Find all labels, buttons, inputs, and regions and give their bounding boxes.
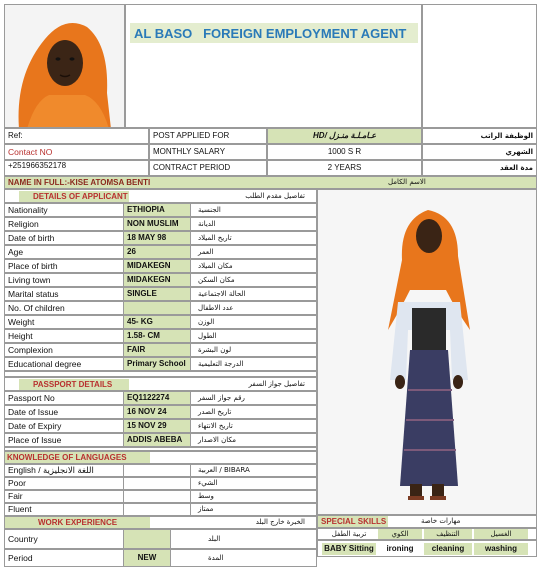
post-applied-label: POST APPLIED FOR [149, 128, 267, 144]
applicant-title-arabic: تفاصيل مقدم الطلب [245, 192, 305, 200]
applicant-value: NON MUSLIM [123, 218, 191, 230]
monthly-salary-arabic: الشهري [422, 144, 537, 160]
applicant-arabic: العمر [198, 247, 214, 256]
work-header [4, 516, 317, 529]
applicant-row [4, 217, 317, 231]
full-name-arabic: الاسم الكامل [388, 178, 426, 186]
contract-period-label: CONTRACT PERIOD [149, 160, 267, 176]
applicant-label: Religion [8, 218, 39, 229]
applicant-arabic: تاريخ الميلاد [198, 233, 232, 242]
language-value [123, 491, 191, 502]
contract-period-arabic: مدة العقد [422, 160, 537, 176]
passport-label: Passport No [8, 392, 55, 403]
skills-block [317, 515, 537, 557]
applicant-arabic: الوزن [198, 317, 215, 326]
language-arabic: الشيء [198, 479, 218, 487]
applicant-row [4, 231, 317, 245]
applicant-label: Nationality [8, 204, 48, 215]
applicant-value: 1.58- CM [123, 330, 191, 342]
applicant-arabic: الدرجة التعليمية [198, 359, 244, 368]
language-label: Fair [8, 491, 23, 502]
skill-item: washing [474, 543, 528, 555]
applicant-arabic: عدد الاطفال [198, 303, 234, 312]
language-row [4, 477, 317, 490]
applicant-label: Living town [8, 274, 51, 285]
passport-arabic: تاريخ الصدر [198, 407, 232, 416]
applicant-label: Place of birth [8, 260, 58, 271]
applicant-row [4, 287, 317, 301]
languages-title: KNOWLEDGE OF LANGUAGES [5, 452, 150, 463]
full-body-image [318, 190, 537, 515]
monthly-salary-value: 1000 S R [267, 144, 422, 160]
passport-table [4, 391, 317, 447]
applicant-arabic: الحالة الاجتماعية [198, 289, 246, 298]
applicant-label: Complexion [8, 344, 53, 355]
skills-arabic-row [317, 528, 537, 540]
passport-row [4, 405, 317, 419]
language-label: Fluent [8, 504, 32, 515]
full-body-photo [317, 189, 537, 515]
portrait-photo [4, 4, 125, 128]
agency-name: AL BASO FOREIGN EMPLOYMENT AGENT [134, 25, 407, 41]
applicant-row [4, 203, 317, 217]
contract-period-value: 2 YEARS [267, 160, 422, 176]
skill-item: BABY Sitting [322, 543, 376, 555]
applicant-value: 45- KG [123, 316, 191, 328]
passport-label: Date of Issue [8, 406, 59, 417]
period-label: Period [8, 552, 33, 563]
applicant-title: DETAILS OF APPLICANT [19, 191, 129, 202]
work-title-arabic: الخبرة خارج البلد [255, 518, 305, 526]
header [4, 4, 537, 128]
skill-arabic-header: الكوي [378, 529, 422, 539]
passport-value: 15 NOV 29 [123, 420, 191, 432]
agency-title-bar [130, 23, 418, 43]
passport-row [4, 391, 317, 405]
skill-arabic-header: التنظيف [424, 529, 472, 539]
post-applied-arabic: الوظيفة الراتب [422, 128, 537, 144]
applicant-arabic: الديانة [198, 219, 216, 228]
country-row [4, 529, 317, 549]
passport-row [4, 433, 317, 447]
applicant-row [4, 245, 317, 259]
applicant-arabic: مكان الميلاد [198, 261, 233, 270]
applicant-value: 18 MAY 98 [123, 232, 191, 244]
header-blank [422, 4, 537, 128]
applicant-arabic: مكان السكن [198, 275, 235, 284]
country-label: Country [8, 533, 38, 544]
applicant-value [123, 302, 191, 314]
title-panel [125, 4, 422, 128]
post-block [4, 128, 537, 176]
passport-value: 16 NOV 24 [123, 406, 191, 418]
passport-value: ADDIS ABEBA [123, 434, 191, 446]
skills-title: SPECIAL SKILLS [318, 516, 388, 527]
applicant-arabic: الجنسية [198, 205, 221, 214]
language-value [123, 465, 191, 476]
language-label: Poor [8, 478, 26, 489]
post-applied-value: HD/ عـامـلـة منـزل [267, 128, 422, 144]
applicant-label: Height [8, 330, 33, 341]
language-value [123, 478, 191, 489]
period-row [4, 549, 317, 567]
language-arabic: وسط [198, 492, 214, 500]
applicant-label: Weight [8, 316, 35, 327]
applicant-label: Educational degree [8, 358, 82, 369]
language-label: English / اللغة الانجليزية [8, 465, 94, 476]
language-row [4, 490, 317, 503]
skills-items-row [317, 540, 537, 557]
passport-label: Date of Expiry [8, 420, 62, 431]
skill-arabic-header: الغسيل [474, 529, 528, 539]
applicant-row [4, 259, 317, 273]
applicant-value: Primary School [123, 358, 191, 370]
passport-label: Place of Issue [8, 434, 62, 445]
applicant-row [4, 343, 317, 357]
applicant-arabic: الطول [198, 331, 217, 340]
applicant-value: ETHIOPIA [123, 204, 191, 216]
full-name: NAME IN FULL:-KISE ATOMSA BENTI [8, 177, 151, 187]
applicant-label: No. Of children [8, 302, 65, 313]
applicant-header [4, 189, 317, 203]
name-row [4, 176, 537, 189]
passport-arabic: رقم جواز السفر [198, 393, 245, 402]
period-arabic: المدة [208, 553, 224, 562]
applicant-value: FAIR [123, 344, 191, 356]
contact-label: Contact NO [4, 144, 149, 160]
phone-number: +251966352178 [4, 160, 149, 176]
applicant-value: SINGLE [123, 288, 191, 300]
skills-title-arabic: مهارات خاصة [421, 517, 461, 525]
languages-table [4, 464, 317, 516]
applicant-arabic: لون البشرة [198, 345, 232, 354]
country-value [123, 530, 171, 548]
applicant-row [4, 315, 317, 329]
ref-label: Ref: [4, 128, 149, 144]
work-title: WORK EXPERIENCE [5, 517, 150, 528]
passport-arabic: مكان الاصدار [198, 435, 236, 444]
passport-value: EQ1122274 [123, 392, 191, 404]
applicant-value: MIDAKEGN [123, 260, 191, 272]
passport-title-arabic: تفاصيل جواز السفر [248, 380, 305, 388]
language-row [4, 503, 317, 516]
applicant-row [4, 357, 317, 371]
skills-header [317, 515, 537, 528]
skill-item: ironing [386, 544, 414, 553]
language-row [4, 464, 317, 477]
applicant-row [4, 273, 317, 287]
languages-header [4, 451, 317, 464]
language-arabic: BIBARA / العربية [198, 466, 250, 474]
country-arabic: البلد [208, 534, 221, 543]
portrait-image [5, 5, 125, 128]
applicant-label: Age [8, 246, 24, 257]
skill-arabic-header: تربية الطفل [331, 529, 367, 538]
applicant-row [4, 329, 317, 343]
applicant-table [4, 203, 317, 371]
passport-title: PASSPORT DETAILS [19, 379, 129, 390]
skill-item: cleaning [424, 543, 472, 555]
applicant-label: Marital status [8, 288, 59, 299]
passport-header [4, 377, 317, 391]
passport-row [4, 419, 317, 433]
applicant-value: MIDAKEGN [123, 274, 191, 286]
monthly-salary-label: MONTHLY SALARY [149, 144, 267, 160]
passport-arabic: تاريخ الانتهاء [198, 421, 233, 430]
applicant-row [4, 301, 317, 315]
language-arabic: ممتاز [198, 505, 214, 513]
period-value: NEW [123, 550, 171, 566]
language-value [123, 504, 191, 515]
applicant-label: Date of birth [8, 232, 55, 243]
applicant-value: 26 [123, 246, 191, 258]
left-form [4, 189, 317, 569]
